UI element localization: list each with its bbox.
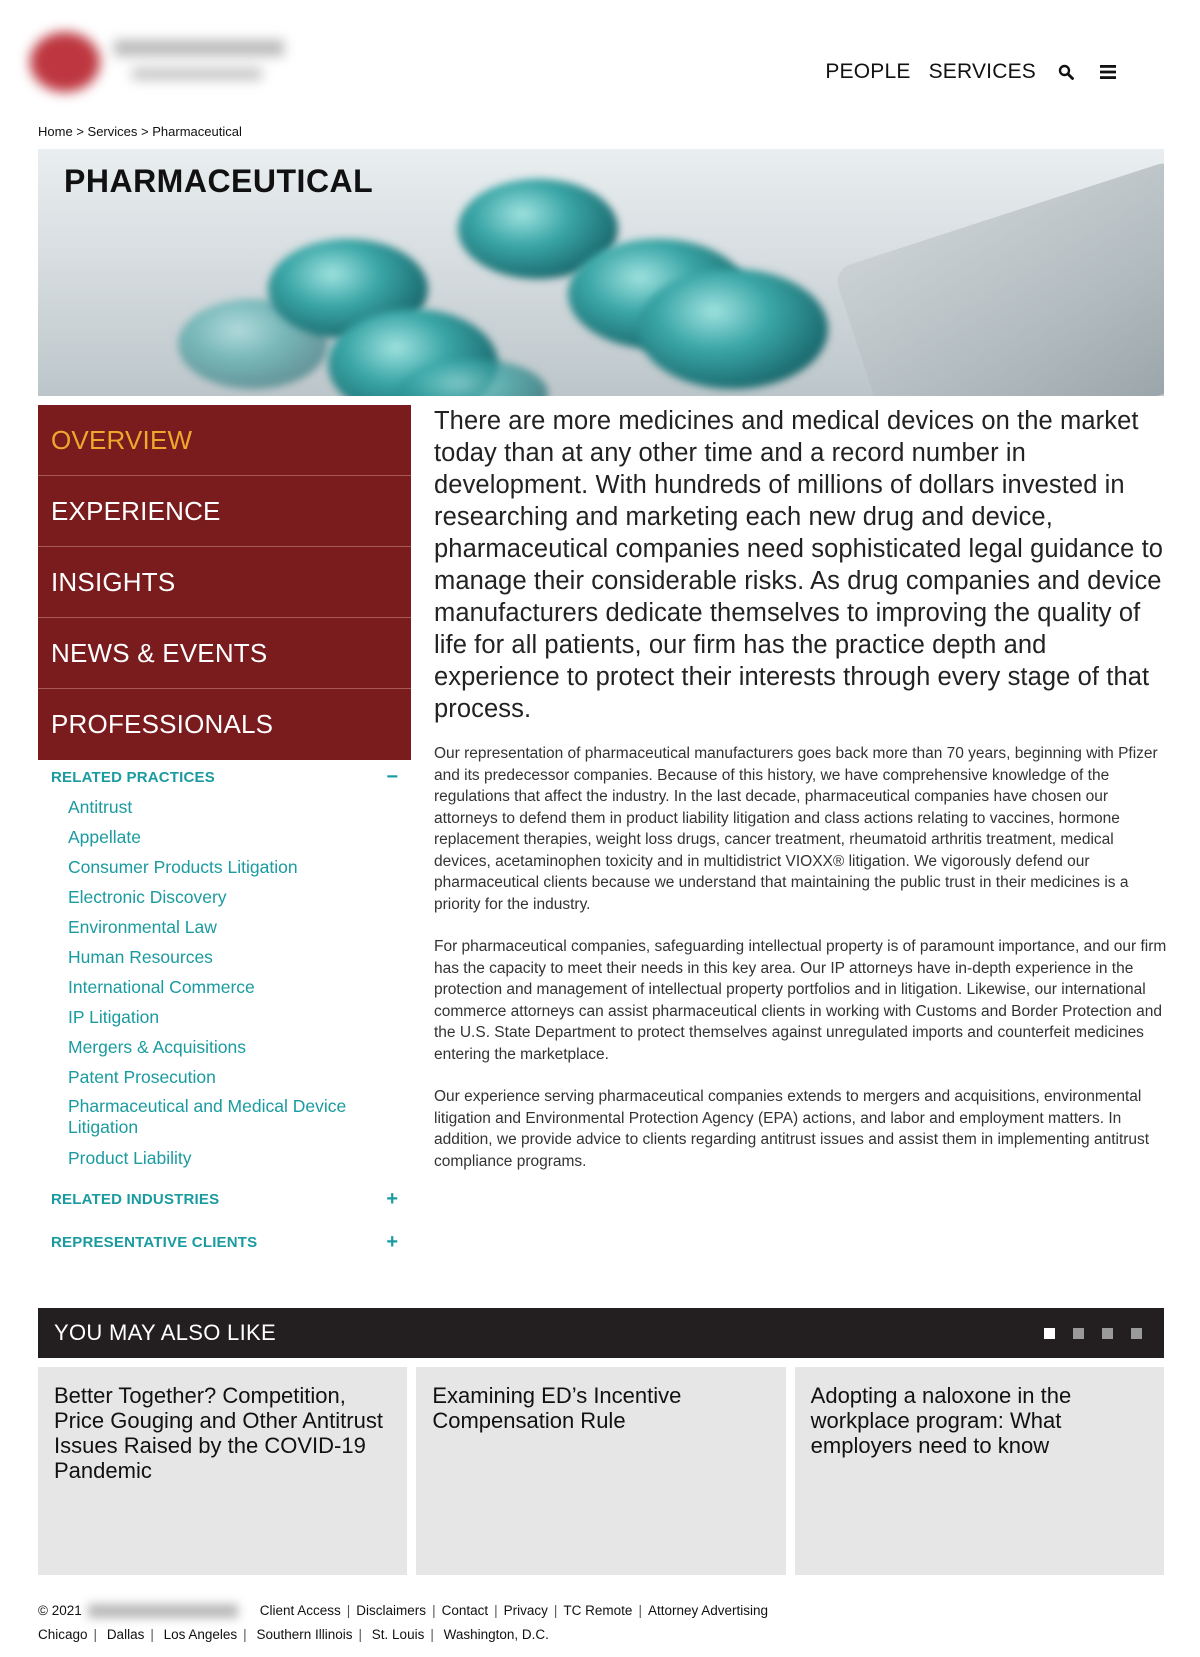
section-tab-news-events[interactable]: NEWS & EVENTS (38, 618, 411, 689)
list-item (68, 1062, 411, 1092)
divider: | (243, 1627, 247, 1642)
hero-banner (38, 149, 1164, 396)
footer-link-tc-remote[interactable]: TC Remote (563, 1603, 633, 1618)
list-item (68, 822, 411, 852)
practice-link[interactable]: IP Litigation (68, 1007, 160, 1027)
divider: | (432, 1603, 436, 1618)
practice-link[interactable]: Patent Prosecution (68, 1067, 216, 1087)
carousel-dot[interactable] (1044, 1328, 1055, 1339)
related-practices-list (38, 792, 411, 1173)
lead-paragraph: There are more medicines and medical devices on the market today than at any other time and a record number in development. With hundreds of millions of dollars invested in researching and marketing each new drug and device, pharmaceutical companies need sophisticated legal guidance to manage their considerable risks. As drug companies and device manufacturers dedicate themselves to improving the quality of life for all patients, our firm has the practice depth and experience to protect their interests through every stage of that process. (434, 407, 1164, 723)
section-tab-overview[interactable]: OVERVIEW (38, 405, 411, 476)
body-paragraph: Our representation of pharmaceutical manufacturers goes back more than 70 years, beginning with Pfizer and its predecessor companies. Because of this history, we have comprehensive knowledge of the regulations that affect the industry. In the last decade, pharmaceutical companies have chosen our attorneys to defend them in product liability litigation and class actions relating to vaccines, hormone replacement therapies, weight loss drugs, cancer treatment, rheumatoid arthritis treatment, medical devices, acetaminophen toxicity and in multidistrict VIOXX® litigation. We vigorously defend our pharmaceutical clients because we understand that maintaining the public trust in their medicines is a priority for the industry. (434, 745, 1158, 913)
copyright: © 2021 (38, 1603, 82, 1618)
practice-link[interactable]: Antitrust (68, 797, 133, 817)
divider: | (638, 1603, 642, 1618)
firm-logo[interactable] (22, 22, 300, 102)
expand-icon[interactable]: + (386, 1187, 398, 1210)
divider: | (358, 1627, 363, 1642)
divider: | (93, 1627, 98, 1642)
nav-services-link[interactable]: SERVICES (928, 60, 1036, 83)
office-link[interactable]: Los Angeles (163, 1627, 238, 1642)
breadcrumb-services[interactable]: Services (87, 124, 138, 139)
practice-link[interactable]: Electronic Discovery (68, 887, 227, 907)
divider: | (494, 1603, 498, 1618)
office-link[interactable]: Southern Illinois (256, 1627, 353, 1642)
article-title: Better Together? Competition, Price Gouging and Other Antitrust Issues Raised by the COVID-19 Pandemic (54, 1383, 383, 1483)
also-like-title: YOU MAY ALSO LIKE (54, 1320, 276, 1345)
footer-link-privacy[interactable]: Privacy (503, 1603, 548, 1618)
footer-link-client-access[interactable]: Client Access (259, 1603, 341, 1618)
carousel-dot[interactable] (1131, 1328, 1142, 1339)
overview-content (434, 405, 1168, 1172)
menu-icon[interactable] (1096, 60, 1120, 84)
nav-people-link[interactable]: PEOPLE (825, 60, 911, 83)
article-title: Examining ED’s Incentive Compensation Rule (432, 1383, 682, 1433)
divider: | (150, 1627, 154, 1642)
practice-link[interactable]: Product Liability (68, 1148, 192, 1168)
section-tab-experience[interactable]: EXPERIENCE (38, 476, 411, 547)
divider: | (430, 1627, 434, 1642)
list-item (68, 852, 411, 882)
footer-offices (38, 1627, 549, 1642)
list-item (68, 912, 411, 942)
also-like-bar (38, 1308, 1164, 1358)
section-tab-insights[interactable]: INSIGHTS (38, 547, 411, 618)
body-paragraph: For pharmaceutical companies, safeguarding intellectual property is of paramount importance, and our firm has the capacity to meet their needs in this key area. Our IP attorneys have in-depth experience in the protection and management of intellectual property portfolios and in litigation. Likewise, our international commerce attorneys can assist pharmaceutical clients in working with Customs and Border Protection and the U.S. State Department to protect themselves against unregulated imports and counterfeit medicines entering the marketplace. (434, 938, 1167, 1063)
list-item (68, 942, 411, 972)
article-card[interactable] (38, 1367, 407, 1575)
carousel-dot[interactable] (1073, 1328, 1084, 1339)
divider: | (346, 1603, 351, 1618)
footer-links (38, 1603, 768, 1618)
breadcrumb-current: Pharmaceutical (152, 124, 242, 139)
breadcrumb-separator: > (76, 124, 84, 139)
expand-icon[interactable]: + (386, 1230, 398, 1253)
office-link[interactable]: Washington, D.C. (443, 1627, 549, 1642)
list-item (68, 1032, 411, 1062)
practice-link[interactable]: Appellate (68, 827, 141, 847)
list-item (68, 1092, 411, 1143)
article-card[interactable] (795, 1367, 1164, 1575)
footer-link-attorney-advertising[interactable]: Attorney Advertising (647, 1603, 769, 1618)
breadcrumb-separator: > (141, 124, 149, 139)
footer-link-contact[interactable]: Contact (441, 1603, 489, 1618)
practice-link[interactable]: International Commerce (68, 977, 255, 997)
list-item (68, 1002, 411, 1032)
related-industries-title: RELATED INDUSTRIES (51, 1190, 220, 1208)
office-link[interactable]: Dallas (106, 1627, 145, 1642)
related-articles (38, 1367, 1164, 1575)
article-card[interactable] (416, 1367, 785, 1575)
divider: | (553, 1603, 558, 1618)
article-title: Adopting a naloxone in the workplace program: What employers need to know (810, 1383, 1072, 1458)
representative-clients-title: REPRESENTATIVE CLIENTS (51, 1233, 258, 1251)
section-tab-professionals[interactable]: PROFESSIONALS (38, 689, 411, 760)
list-item (68, 882, 411, 912)
list-item (68, 792, 411, 822)
list-item (68, 1143, 411, 1173)
breadcrumb-home[interactable]: Home (38, 124, 73, 139)
related-practices-header[interactable] (38, 762, 411, 792)
section-nav (38, 405, 411, 760)
footer-link-disclaimers[interactable]: Disclaimers (356, 1603, 427, 1618)
related-industries-accordion (38, 1184, 411, 1214)
breadcrumb (38, 124, 242, 139)
practice-link[interactable]: Environmental Law (68, 917, 217, 937)
representative-clients-accordion (38, 1227, 411, 1257)
hero-blister-pack (833, 159, 1164, 396)
practice-link[interactable]: Pharmaceutical and Medical Device Litigation (68, 1096, 347, 1137)
search-icon[interactable] (1054, 60, 1078, 84)
list-item (68, 972, 411, 1002)
collapse-icon[interactable]: − (386, 765, 398, 788)
representative-clients-header[interactable] (38, 1227, 411, 1257)
page-title: PHARMACEUTICAL (64, 163, 374, 199)
firm-name-redacted (88, 1604, 238, 1618)
practice-link[interactable]: Consumer Products Litigation (68, 857, 298, 877)
body-paragraph: Our experience serving pharmaceutical companies extends to mergers and acquisitions, environmental litigation and Environmental Protection Agency (EPA) actions, and labor and employment matters. In addition, we provide advice to clients regarding antitrust issues and assist them in implementing antitrust compliance programs. (434, 1088, 1150, 1170)
related-industries-header[interactable] (38, 1184, 411, 1214)
hero-pill (638, 269, 828, 389)
top-nav (825, 60, 1120, 84)
related-practices-accordion (38, 762, 411, 1173)
carousel-pager (1044, 1328, 1148, 1339)
office-link[interactable]: Chicago (38, 1627, 88, 1642)
carousel-dot[interactable] (1102, 1328, 1113, 1339)
practice-link[interactable]: Human Resources (68, 947, 213, 967)
office-link[interactable]: St. Louis (371, 1627, 425, 1642)
practice-link[interactable]: Mergers & Acquisitions (68, 1037, 246, 1057)
related-practices-title: RELATED PRACTICES (51, 768, 215, 786)
